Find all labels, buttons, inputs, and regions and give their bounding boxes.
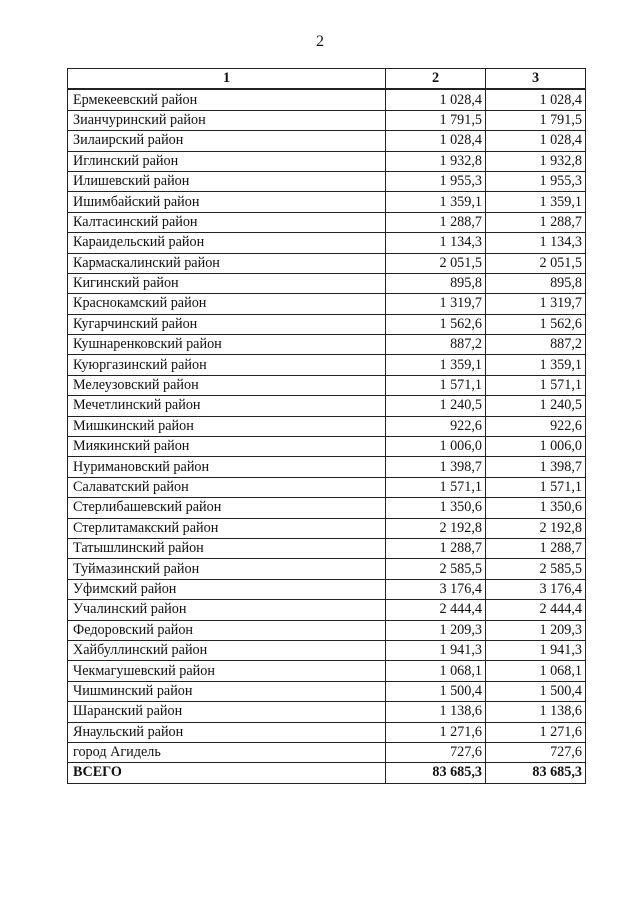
value-col2-cell: 2 444,4 — [386, 600, 486, 620]
table-row — [68, 538, 586, 558]
district-name-cell: ВСЕГО — [68, 763, 386, 783]
table-row — [68, 559, 586, 579]
table-row — [68, 600, 586, 620]
district-name-cell: Мишкинский район — [68, 416, 386, 436]
value-col3-cell: 727,6 — [486, 742, 586, 762]
value-col2-cell: 1 955,3 — [386, 171, 486, 191]
table-row — [68, 273, 586, 293]
value-col3-cell: 1 350,6 — [486, 498, 586, 518]
district-name-cell: Стерлитамакский район — [68, 518, 386, 538]
value-col2-cell: 1 359,1 — [386, 355, 486, 375]
value-col3-cell: 2 051,5 — [486, 253, 586, 273]
value-col3-cell: 1 398,7 — [486, 457, 586, 477]
value-col3-cell: 1 319,7 — [486, 294, 586, 314]
table-row — [68, 314, 586, 334]
value-col3-cell: 1 068,1 — [486, 661, 586, 681]
table-row — [68, 192, 586, 212]
value-col3-cell: 1 240,5 — [486, 396, 586, 416]
table-row — [68, 518, 586, 538]
district-name-cell: Краснокамский район — [68, 294, 386, 314]
value-col2-cell: 1 941,3 — [386, 640, 486, 660]
value-col2-cell: 1 932,8 — [386, 151, 486, 171]
district-name-cell: Мелеузовский район — [68, 375, 386, 395]
value-col3-cell: 2 192,8 — [486, 518, 586, 538]
district-name-cell: Шаранский район — [68, 702, 386, 722]
value-col2-cell: 1 350,6 — [386, 498, 486, 518]
value-col2-cell: 2 051,5 — [386, 253, 486, 273]
value-col3-cell: 1 134,3 — [486, 233, 586, 253]
district-name-cell: Федоровский район — [68, 620, 386, 640]
district-name-cell: Чекмагушевский район — [68, 661, 386, 681]
district-name-cell: город Агидель — [68, 742, 386, 762]
value-col2-cell: 1 500,4 — [386, 681, 486, 701]
district-name-cell: Кушнаренковский район — [68, 335, 386, 355]
value-col2-cell: 1 398,7 — [386, 457, 486, 477]
value-col3-cell: 1 359,1 — [486, 192, 586, 212]
value-col3-cell: 1 028,4 — [486, 89, 586, 110]
value-col3-cell: 895,8 — [486, 273, 586, 293]
table-row — [68, 131, 586, 151]
table-body — [68, 89, 586, 783]
table-row — [68, 253, 586, 273]
value-col2-cell: 2 585,5 — [386, 559, 486, 579]
district-name-cell: Ермекеевский район — [68, 89, 386, 110]
table-row — [68, 620, 586, 640]
value-col2-cell: 1 006,0 — [386, 437, 486, 457]
district-name-cell: Миякинский район — [68, 437, 386, 457]
value-col2-cell: 1 791,5 — [386, 110, 486, 130]
table-row — [68, 681, 586, 701]
allocation-table — [67, 68, 586, 784]
value-col2-cell: 1 138,6 — [386, 702, 486, 722]
district-name-cell: Куюргазинский район — [68, 355, 386, 375]
value-col2-cell: 2 192,8 — [386, 518, 486, 538]
value-col3-cell: 1 006,0 — [486, 437, 586, 457]
district-name-cell: Мечетлинский район — [68, 396, 386, 416]
table-row — [68, 396, 586, 416]
value-col3-cell: 1 271,6 — [486, 722, 586, 742]
district-name-cell: Караидельский район — [68, 233, 386, 253]
district-name-cell: Кармаскалинский район — [68, 253, 386, 273]
district-name-cell: Салаватский район — [68, 477, 386, 497]
district-name-cell: Кигинский район — [68, 273, 386, 293]
value-col3-cell: 1 571,1 — [486, 375, 586, 395]
value-col2-cell: 1 271,6 — [386, 722, 486, 742]
table-header-row — [68, 69, 586, 90]
table-row — [68, 151, 586, 171]
column-header-1: 1 — [68, 69, 386, 90]
value-col3-cell: 1 500,4 — [486, 681, 586, 701]
table-row — [68, 437, 586, 457]
value-col3-cell: 1 288,7 — [486, 212, 586, 232]
value-col3-cell: 2 444,4 — [486, 600, 586, 620]
district-name-cell: Илишевский район — [68, 171, 386, 191]
district-name-cell: Зианчуринский район — [68, 110, 386, 130]
table-row — [68, 722, 586, 742]
district-name-cell: Стерлибашевский район — [68, 498, 386, 518]
total-row — [68, 763, 586, 783]
value-col2-cell: 1 359,1 — [386, 192, 486, 212]
table-row — [68, 702, 586, 722]
value-col3-cell: 1 932,8 — [486, 151, 586, 171]
table-row — [68, 89, 586, 110]
value-col3-cell: 2 585,5 — [486, 559, 586, 579]
table-row — [68, 294, 586, 314]
table-row — [68, 498, 586, 518]
district-name-cell: Учалинский район — [68, 600, 386, 620]
value-col2-cell: 1 134,3 — [386, 233, 486, 253]
table-row — [68, 416, 586, 436]
column-header-3: 3 — [486, 69, 586, 90]
value-col2-cell: 1 028,4 — [386, 89, 486, 110]
value-col2-cell: 1 028,4 — [386, 131, 486, 151]
district-name-cell: Уфимский район — [68, 579, 386, 599]
district-name-cell: Хайбуллинский район — [68, 640, 386, 660]
value-col2-cell: 1 562,6 — [386, 314, 486, 334]
district-name-cell: Туймазинский район — [68, 559, 386, 579]
table-row — [68, 640, 586, 660]
table-row — [68, 335, 586, 355]
value-col3-cell: 1 791,5 — [486, 110, 586, 130]
table-row — [68, 110, 586, 130]
value-col3-cell: 1 209,3 — [486, 620, 586, 640]
district-name-cell: Нуримановский район — [68, 457, 386, 477]
district-name-cell: Татышлинский район — [68, 538, 386, 558]
table-row — [68, 579, 586, 599]
value-col2-cell: 1 571,1 — [386, 477, 486, 497]
value-col2-cell: 727,6 — [386, 742, 486, 762]
value-col3-cell: 1 138,6 — [486, 702, 586, 722]
value-col3-cell: 1 359,1 — [486, 355, 586, 375]
table-row — [68, 661, 586, 681]
value-col2-cell: 1 288,7 — [386, 538, 486, 558]
district-name-cell: Калтасинский район — [68, 212, 386, 232]
table-row — [68, 355, 586, 375]
table-row — [68, 742, 586, 762]
value-col2-cell: 1 209,3 — [386, 620, 486, 640]
value-col2-cell: 83 685,3 — [386, 763, 486, 783]
table-row — [68, 171, 586, 191]
value-col2-cell: 1 571,1 — [386, 375, 486, 395]
table-row — [68, 212, 586, 232]
value-col3-cell: 1 562,6 — [486, 314, 586, 334]
value-col3-cell: 1 288,7 — [486, 538, 586, 558]
value-col2-cell: 922,6 — [386, 416, 486, 436]
value-col2-cell: 1 240,5 — [386, 396, 486, 416]
value-col3-cell: 887,2 — [486, 335, 586, 355]
value-col2-cell: 3 176,4 — [386, 579, 486, 599]
value-col3-cell: 1 955,3 — [486, 171, 586, 191]
value-col2-cell: 1 068,1 — [386, 661, 486, 681]
value-col2-cell: 887,2 — [386, 335, 486, 355]
value-col3-cell: 1 571,1 — [486, 477, 586, 497]
value-col3-cell: 3 176,4 — [486, 579, 586, 599]
district-name-cell: Ишимбайский район — [68, 192, 386, 212]
value-col3-cell: 1 028,4 — [486, 131, 586, 151]
value-col3-cell: 83 685,3 — [486, 763, 586, 783]
table-row — [68, 375, 586, 395]
table-row — [68, 477, 586, 497]
value-col3-cell: 922,6 — [486, 416, 586, 436]
column-header-2: 2 — [386, 69, 486, 90]
district-name-cell: Янаульский район — [68, 722, 386, 742]
value-col2-cell: 1 319,7 — [386, 294, 486, 314]
value-col3-cell: 1 941,3 — [486, 640, 586, 660]
value-col2-cell: 895,8 — [386, 273, 486, 293]
table-row — [68, 233, 586, 253]
district-name-cell: Чишминский район — [68, 681, 386, 701]
district-name-cell: Иглинский район — [68, 151, 386, 171]
district-name-cell: Кугарчинский район — [68, 314, 386, 334]
page-number: 2 — [316, 33, 324, 50]
district-name-cell: Зилаирский район — [68, 131, 386, 151]
value-col2-cell: 1 288,7 — [386, 212, 486, 232]
table-row — [68, 457, 586, 477]
